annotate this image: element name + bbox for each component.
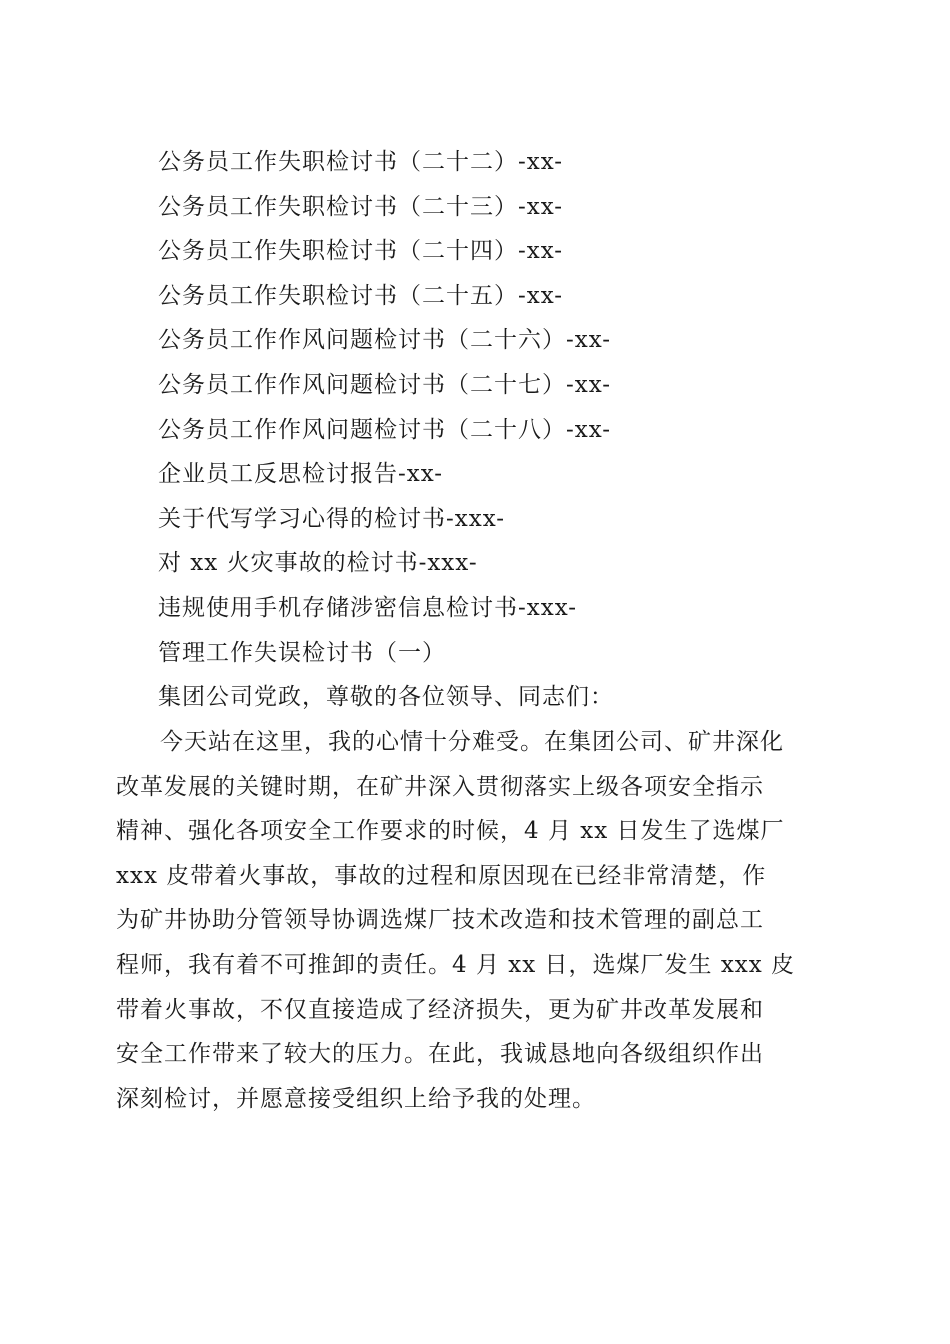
paragraph-line: xxx 皮带着火事故，事故的过程和原因现在已经非常清楚，作 xyxy=(116,862,767,889)
paragraph-line: 程师，我有着不可推卸的责任。4 月 xx 日，选煤厂发生 xxx 皮 xyxy=(116,951,796,978)
toc-item: 关于代写学习心得的检讨书-xxx- xyxy=(158,505,506,532)
toc-item: 公务员工作失职检讨书（二十二）-xx- xyxy=(158,149,564,175)
paragraph-line: 精神、强化各项安全工作要求的时候，4 月 xx 日发生了选煤厂 xyxy=(116,818,785,845)
paragraph-line: 改革发展的关键时期，在矿井深入贯彻落实上级各项安全指示 xyxy=(116,773,764,800)
paragraph-line: 今天站在这里，我的心情十分难受。在集团公司、矿井深化 xyxy=(160,729,784,755)
toc-item: 公务员工作失职检讨书（二十三）-xx- xyxy=(158,193,564,220)
toc-item: 对 xx 火灾事故的检讨书-xxx- xyxy=(158,550,478,577)
paragraph-line: 为矿井协助分管领导协调选煤厂技术改造和技术管理的副总工 xyxy=(116,907,764,934)
toc-item: 公务员工作作风问题检讨书（二十八）-xx- xyxy=(158,416,612,443)
toc-item: 违规使用手机存储涉密信息检讨书-xxx- xyxy=(158,594,578,621)
section-heading: 管理工作失误检讨书（一） xyxy=(158,639,446,666)
toc-item: 公务员工作作风问题检讨书（二十六）-xx- xyxy=(158,327,612,354)
toc-item: 企业员工反思检讨报告-xx- xyxy=(158,461,444,488)
table-of-contents xyxy=(158,140,838,720)
letter-body-paragraph xyxy=(116,720,836,1121)
letter-salutation: 集团公司党政，尊敬的各位领导、同志们： xyxy=(158,684,614,711)
toc-item: 公务员工作作风问题检讨书（二十七）-xx- xyxy=(158,371,612,398)
paragraph-line: 带着火事故，不仅直接造成了经济损失，更为矿井改革发展和 xyxy=(116,996,764,1023)
paragraph-line: 安全工作带来了较大的压力。在此，我诚恳地向各级组织作出 xyxy=(116,1041,764,1068)
toc-item: 公务员工作失职检讨书（二十四）-xx- xyxy=(158,238,564,265)
paragraph-line: 深刻检讨，并愿意接受组织上给予我的处理。 xyxy=(116,1085,596,1112)
toc-item: 公务员工作失职检讨书（二十五）-xx- xyxy=(158,282,564,309)
